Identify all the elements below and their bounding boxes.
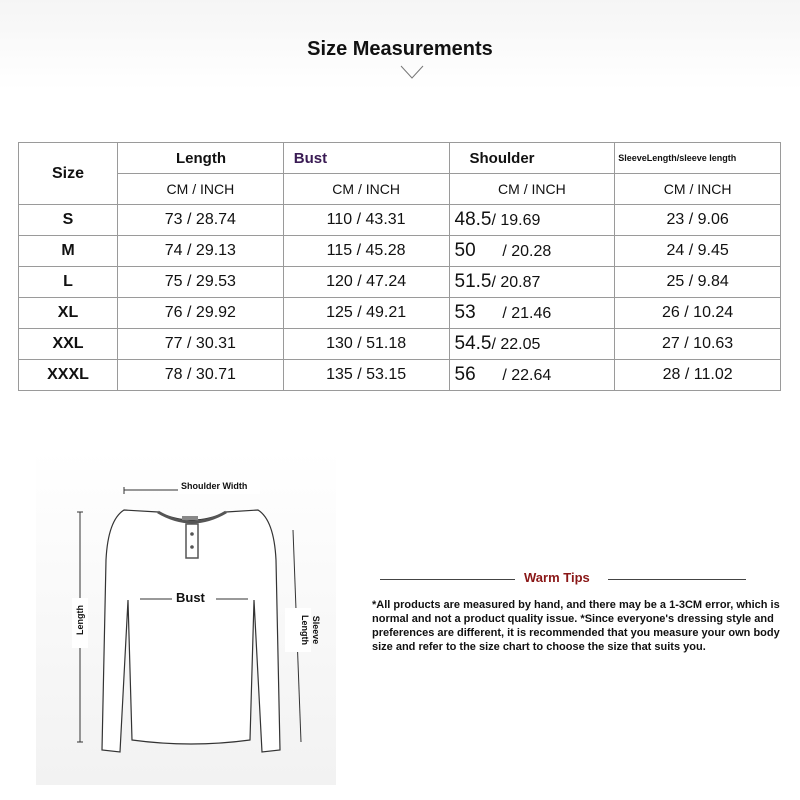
shoulder-inch: / 20.87 <box>491 274 541 291</box>
shirt-diagram <box>36 450 336 785</box>
divider <box>380 579 515 580</box>
length-label: Length <box>75 605 85 635</box>
table-row <box>19 267 781 298</box>
sleeve-cell: 28 / 11.02 <box>615 360 781 391</box>
length-cell: 74 / 29.13 <box>118 236 284 267</box>
chevron-down-icon <box>400 64 424 80</box>
column-header-length: Length <box>118 143 284 174</box>
shoulder-cell <box>449 205 615 236</box>
shoulder-cell <box>449 298 615 329</box>
size-header: Size <box>19 143 118 205</box>
title-banner <box>0 0 800 90</box>
table-row <box>19 236 781 267</box>
warm-tips-body: *All products are measured by hand, and there may be a 1-3CM error, which is normal and not a product quality issue. *Since everyone's dressing style and preferences are different, it is recommended that you measure your own body size and refer to the size chart to choose the size that suits you. <box>372 599 780 653</box>
length-cell: 78 / 30.71 <box>118 360 284 391</box>
sleeve-cell: 25 / 9.84 <box>615 267 781 298</box>
shoulder-cm: 56 <box>454 364 476 385</box>
sleeve-length-label <box>277 615 321 645</box>
size-table <box>18 142 781 391</box>
shoulder-cm: 50 <box>454 240 476 261</box>
bust-cell: 135 / 53.15 <box>283 360 449 391</box>
table-header-row <box>19 143 781 174</box>
shoulder-cm: 53 <box>454 302 476 323</box>
sleeve-cell: 23 / 9.06 <box>615 205 781 236</box>
size-cell: XL <box>19 298 118 329</box>
shoulder-cm: 51.5 <box>454 271 492 292</box>
unit-label-shoulder: CM / INCH <box>449 174 615 205</box>
length-cell: 73 / 28.74 <box>118 205 284 236</box>
shoulder-inch: / 19.69 <box>491 212 541 229</box>
shoulder-inch: / 20.28 <box>502 243 552 260</box>
shoulder-cell <box>449 360 615 391</box>
shoulder-cell <box>449 267 615 298</box>
sleeve-cell: 27 / 10.63 <box>615 329 781 360</box>
length-cell: 75 / 29.53 <box>118 267 284 298</box>
size-cell: L <box>19 267 118 298</box>
shoulder-inch: / 22.05 <box>491 336 541 353</box>
sleeve-cell: 26 / 10.24 <box>615 298 781 329</box>
bust-label: Bust <box>176 590 205 605</box>
warm-tips <box>372 568 782 654</box>
table-row <box>19 329 781 360</box>
bust-cell: 110 / 43.31 <box>283 205 449 236</box>
shoulder-inch: / 22.64 <box>502 367 552 384</box>
page-title: Size Measurements <box>307 38 493 60</box>
shoulder-cell <box>449 236 615 267</box>
shoulder-cm: 48.5 <box>454 209 492 230</box>
warm-tips-header <box>372 568 782 590</box>
shoulder-cell <box>449 329 615 360</box>
unit-row <box>19 174 781 205</box>
column-header-bust: Bust <box>283 143 449 174</box>
table-row <box>19 298 781 329</box>
column-header-shoulder: Shoulder <box>449 143 615 174</box>
unit-label-bust: CM / INCH <box>283 174 449 205</box>
size-cell: M <box>19 236 118 267</box>
length-cell: 77 / 30.31 <box>118 329 284 360</box>
bust-cell: 125 / 49.21 <box>283 298 449 329</box>
warm-tips-title: Warm Tips <box>524 570 590 585</box>
shoulder-inch: / 21.46 <box>502 305 552 322</box>
bust-cell: 115 / 45.28 <box>283 236 449 267</box>
column-header-sleeve-length: SleeveLength/sleeve length <box>615 143 781 174</box>
size-cell: XXXL <box>19 360 118 391</box>
size-cell: S <box>19 205 118 236</box>
sleeve-cell: 24 / 9.45 <box>615 236 781 267</box>
unit-label-length: CM / INCH <box>118 174 284 205</box>
bust-cell: 120 / 47.24 <box>283 267 449 298</box>
size-cell: XXL <box>19 329 118 360</box>
sleeve-label-line2: Length <box>300 615 310 645</box>
table-row <box>19 205 781 236</box>
sleeve-label-line1: Sleeve <box>311 615 321 645</box>
unit-label-sleeve: CM / INCH <box>615 174 781 205</box>
length-cell: 76 / 29.92 <box>118 298 284 329</box>
bust-cell: 130 / 51.18 <box>283 329 449 360</box>
shoulder-width-label: Shoulder Width <box>181 481 248 491</box>
table-row <box>19 360 781 391</box>
divider <box>608 579 746 580</box>
shoulder-cm: 54.5 <box>454 333 492 354</box>
